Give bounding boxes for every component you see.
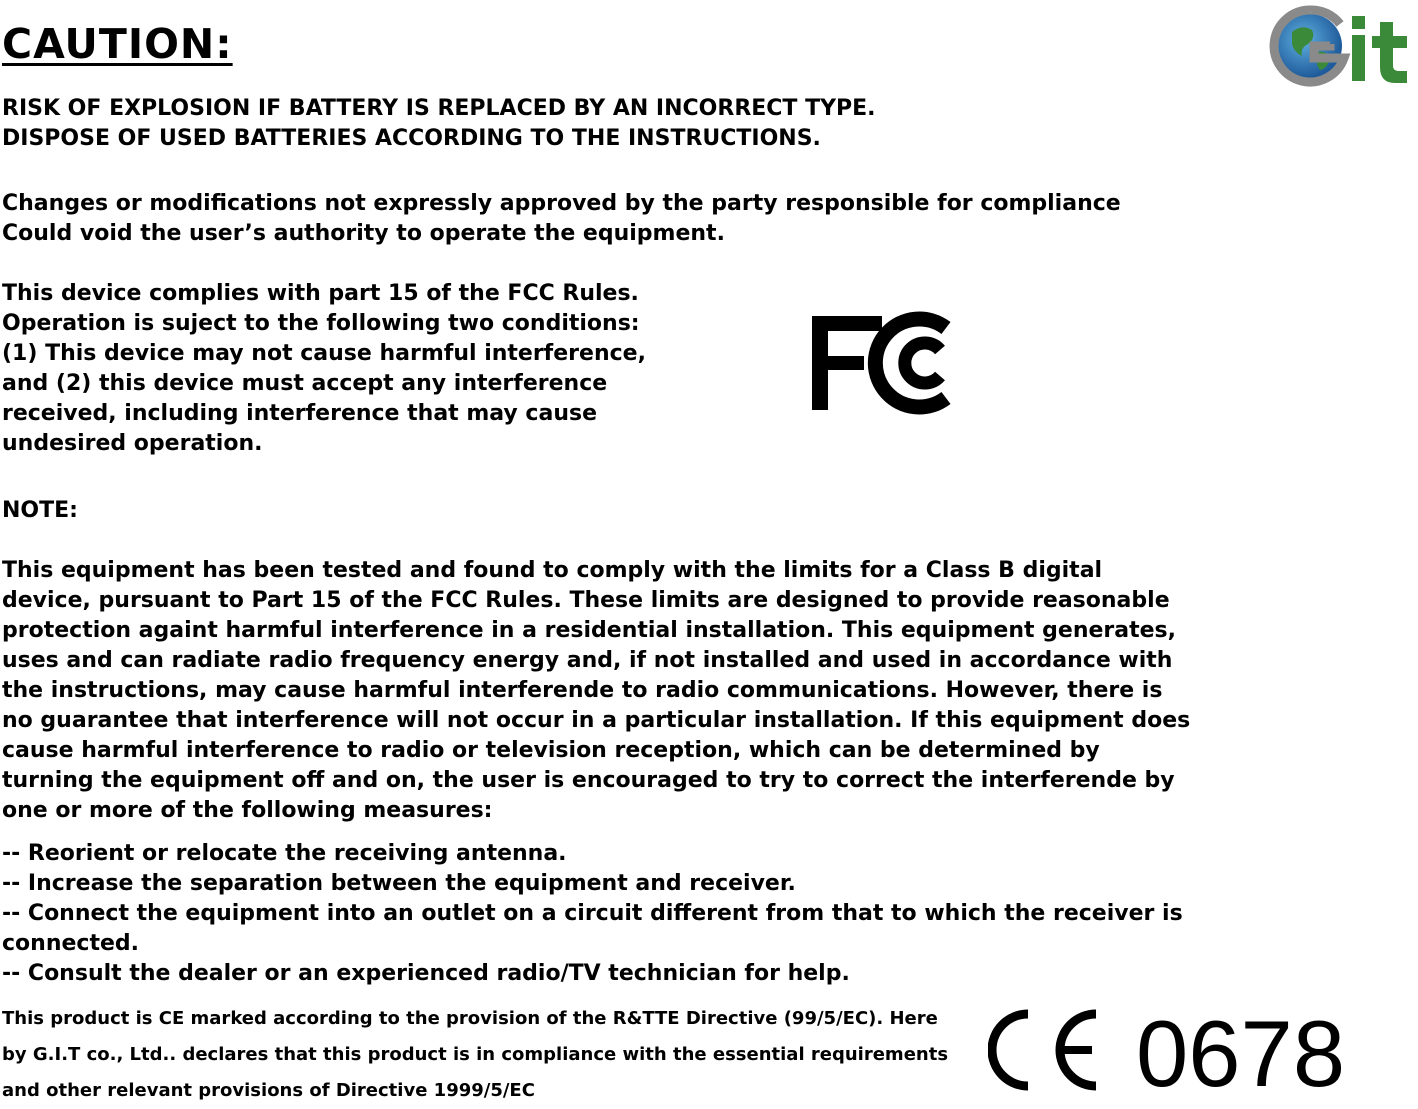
fcc-line: and (2) this device must accept any interference xyxy=(2,371,608,396)
ce-line: by G.I.T co., Ltd.. declares that this product is in compliance with the essential requirements xyxy=(2,1044,949,1065)
list-item: -- Consult the dealer or an experienced radio/TV technician for help. xyxy=(2,961,850,986)
fcc-line: (1) This device may not cause harmful interference, xyxy=(2,341,646,366)
ce-statement xyxy=(2,1001,948,1109)
risk-statement xyxy=(2,94,876,154)
fcc-line: undesired operation. xyxy=(2,431,263,456)
fcc-logo xyxy=(808,310,953,415)
ce-mark-logo xyxy=(988,1006,1358,1094)
changes-line: Changes or modifications not expressly approved by the party responsible for compliance xyxy=(2,191,1121,216)
risk-line: RISK OF EXPLOSION IF BATTERY IS REPLACED BY AN INCORRECT TYPE. xyxy=(2,96,876,121)
note-body xyxy=(2,556,1190,826)
fcc-line: This device complies with part 15 of the FCC Rules. xyxy=(2,281,639,306)
fcc-compliance-statement xyxy=(2,279,646,459)
ce-line: This product is CE marked according to the provision of the R&TTE Directive (99/5/EC). Here xyxy=(2,1008,938,1029)
fcc-line: Operation is suject to the following two conditions: xyxy=(2,311,640,336)
list-item: connected. xyxy=(2,931,139,956)
note-line: the instructions, may cause harmful interferende to radio communications. However, there is xyxy=(2,678,1163,703)
list-item: -- Reorient or relocate the receiving antenna. xyxy=(2,841,567,866)
note-line: cause harmful interference to radio or television reception, which can be determined by xyxy=(2,738,1100,763)
list-item: -- Connect the equipment into an outlet on a circuit different from that to which the receiver is xyxy=(2,901,1183,926)
changes-line: Could void the user’s authority to operate the equipment. xyxy=(2,221,725,246)
note-line: uses and can radiate radio frequency energy and, if not installed and used in accordance with xyxy=(2,648,1173,673)
list-item: -- Increase the separation between the equipment and receiver. xyxy=(2,871,796,896)
changes-statement xyxy=(2,189,1121,249)
notified-body-number: 0678 xyxy=(1136,1006,1346,1094)
note-line: one or more of the following measures: xyxy=(2,798,493,823)
git-logo xyxy=(1268,2,1418,90)
note-line: This equipment has been tested and found to comply with the limits for a Class B digital xyxy=(2,558,1103,583)
note-line: device, pursuant to Part 15 of the FCC Rules. These limits are designed to provide reasonable xyxy=(2,588,1170,613)
note-label: NOTE: xyxy=(2,498,78,523)
fcc-line: received, including interference that may cause xyxy=(2,401,597,426)
page-title: CAUTION: xyxy=(2,20,233,68)
measures-list xyxy=(2,839,1183,989)
note-line: no guarantee that interference will not occur in a particular installation. If this equipment does xyxy=(2,708,1191,733)
note-line: protection againt harmful interference in a residential installation. This equipment generates, xyxy=(2,618,1177,643)
note-line: turning the equipment off and on, the user is encouraged to try to correct the interferende by xyxy=(2,768,1175,793)
risk-line: DISPOSE OF USED BATTERIES ACCORDING TO THE INSTRUCTIONS. xyxy=(2,126,821,151)
ce-line: and other relevant provisions of Directive 1999/5/EC xyxy=(2,1080,535,1101)
